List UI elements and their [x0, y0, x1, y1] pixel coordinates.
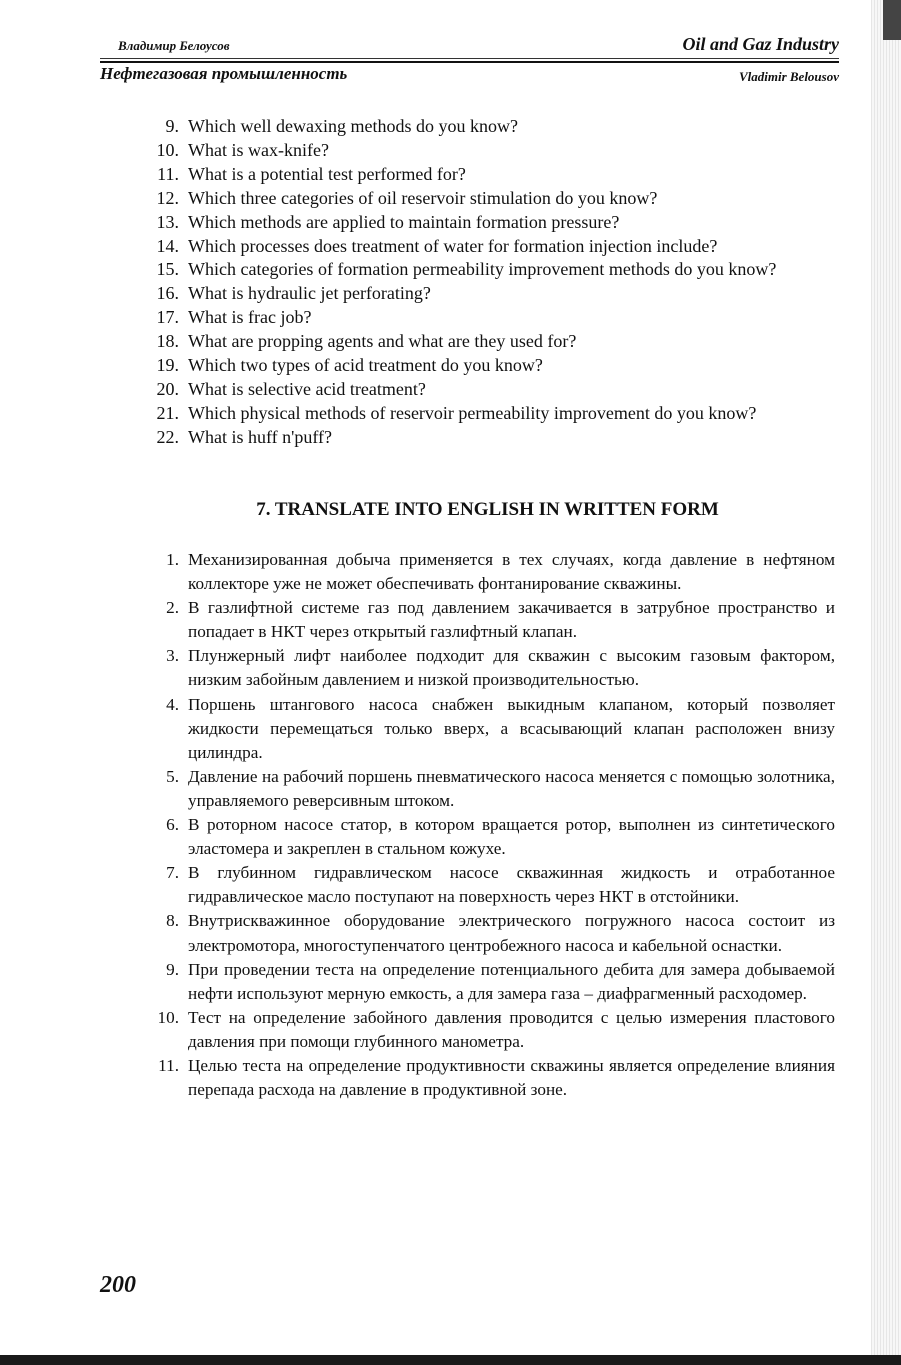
header-title-ru: Нефтегазовая промышленность	[100, 64, 348, 83]
sentence-item-number	[140, 693, 188, 765]
sentence-item-number	[140, 861, 188, 909]
sentence-item-number	[140, 596, 188, 644]
question-item-number-text: 18.	[156, 331, 179, 352]
page-edge-shadow	[871, 0, 901, 1365]
sentence-item-number-text: 5.	[166, 766, 179, 786]
question-item-number	[140, 330, 188, 354]
question-item-number	[140, 354, 188, 378]
question-item-number	[140, 378, 188, 402]
sentence-item-number-text: 9.	[166, 959, 179, 979]
question-item-number-text: 13.	[156, 211, 179, 232]
page-number: 200	[100, 1272, 136, 1298]
sentence-item	[140, 693, 835, 765]
question-item	[140, 163, 835, 187]
question-item-number-text: 21.	[156, 402, 179, 423]
question-item-number	[140, 163, 188, 187]
sentence-item-text: Целью теста на определение продуктивности скважины является определение влияния перепада расхода на давление в продуктивной зоне.	[188, 1055, 835, 1100]
question-list	[140, 115, 835, 450]
question-item-number-text: 10.	[156, 139, 179, 160]
question-item-number	[140, 282, 188, 306]
question-item-number	[140, 402, 188, 426]
question-item	[140, 139, 835, 163]
question-item-number-text: 22.	[156, 426, 179, 447]
sentence-item	[140, 765, 835, 813]
header-author-ru: Владимир Белоусов	[118, 38, 230, 53]
sentence-item-text: В роторном насосе статор, в котором вращается ротор, выполнен из синтетического эластомера и закреплен в стальном кожухе.	[188, 815, 835, 859]
question-item-text: What are propping agents and what are they used for?	[188, 331, 577, 352]
sentence-item	[140, 644, 835, 692]
sentence-item-number	[140, 1054, 188, 1102]
question-item	[140, 306, 835, 330]
question-item-text: What is hydraulic jet perforating?	[188, 283, 431, 304]
sentence-item	[140, 548, 835, 596]
question-item-text: Which well dewaxing methods do you know?	[188, 116, 518, 136]
question-item-number-text: 9.	[165, 116, 179, 136]
sentence-item	[140, 596, 835, 644]
question-item	[140, 187, 835, 211]
sentence-item-text: Поршень штангового насоса снабжен выкидным клапаном, который позволяет жидкости перемещаться только вверх, а всасывающий клапан расположен внизу цилиндра.	[188, 694, 835, 762]
question-item-text: What is a potential test performed for?	[188, 163, 466, 184]
sentence-item-text: Тест на определение забойного давления проводится с целью измерения пластового давления при помощи глубинного манометра.	[188, 1007, 835, 1051]
question-item-number-text: 19.	[156, 355, 179, 376]
question-item-number-text: 15.	[156, 259, 179, 280]
sentence-item-text: Механизированная добыча применяется в тех случаях, когда давление в нефтяном коллекторе уже не может обеспечивать фонтанирование скважины.	[188, 550, 835, 594]
question-item-text: Which physical methods of reservoir permeability improvement do you know?	[188, 402, 757, 423]
question-item-text: Which processes does treatment of water for formation injection include?	[188, 235, 718, 256]
question-item	[140, 235, 835, 259]
sentence-item	[140, 861, 835, 909]
question-item-number	[140, 258, 188, 282]
sentence-item-text: В глубинном гидравлическом насосе скважинная жидкость и отработанное гидравлическое масло поступают на поверхность через НКТ в отстойники.	[188, 863, 835, 907]
sentence-item-number-text: 11.	[158, 1055, 179, 1075]
question-item-number-text: 11.	[157, 163, 179, 184]
sentence-item-text: Плунжерный лифт наиболее подходит для скважин с высоким газовым фактором, низким забойным давлением и низкой производительностью.	[188, 646, 835, 690]
question-item	[140, 330, 835, 354]
question-item-number-text: 20.	[156, 378, 179, 399]
question-item-text: Which methods are applied to maintain formation pressure?	[188, 211, 620, 232]
sentence-item	[140, 958, 835, 1006]
question-item	[140, 354, 835, 378]
sentence-item-number	[140, 765, 188, 813]
question-item-text: What is huff n'puff?	[188, 426, 333, 447]
sentence-item	[140, 813, 835, 861]
translation-list	[140, 548, 835, 1102]
question-item	[140, 426, 835, 450]
question-item	[140, 211, 835, 235]
question-item-number	[140, 115, 188, 139]
question-item-number	[140, 426, 188, 450]
question-item-number	[140, 211, 188, 235]
question-item-number	[140, 139, 188, 163]
question-item-text: What is selective acid treatment?	[188, 378, 426, 399]
sentence-item-number	[140, 958, 188, 1006]
question-item-number-text: 14.	[156, 235, 179, 256]
question-item-number	[140, 235, 188, 259]
question-item	[140, 378, 835, 402]
sentence-item-number	[140, 1006, 188, 1054]
sentence-item	[140, 909, 835, 957]
question-item-number	[140, 306, 188, 330]
sentence-item-number-text: 10.	[157, 1007, 179, 1027]
question-item-text: What is wax-knife?	[188, 139, 329, 160]
question-item-number-text: 16.	[156, 283, 179, 304]
question-item	[140, 115, 835, 139]
question-item	[140, 282, 835, 306]
question-item-text: What is frac job?	[188, 307, 312, 328]
header-rule-thick	[100, 61, 839, 63]
question-item-text: Which three categories of oil reservoir stimulation do you know?	[188, 187, 658, 208]
sentence-item-text: В газлифтной системе газ под давлением закачивается в затрубное пространство и попадает в НКТ через открытый газлифтный клапан.	[188, 598, 835, 642]
question-item	[140, 402, 835, 426]
sentence-item-number-text: 4.	[166, 694, 179, 714]
question-item-number	[140, 187, 188, 211]
sentence-item-number	[140, 813, 188, 861]
sentence-item-number-text: 7.	[166, 863, 179, 883]
question-item-text: Which categories of formation permeability improvement methods do you know?	[188, 259, 777, 280]
sentence-item-number	[140, 644, 188, 692]
question-item-number-text: 17.	[156, 307, 179, 328]
sentence-item-text: Давление на рабочий поршень пневматического насоса меняется с помощью золотника, управляемого реверсивным штоком.	[188, 766, 835, 810]
sentence-item-number-text: 1.	[166, 550, 179, 569]
page-bottom-edge	[0, 1355, 901, 1365]
header-rule-thin	[100, 58, 839, 59]
question-item-text: Which two types of acid treatment do you know?	[188, 355, 543, 376]
sentence-item-text: Внутрискважинное оборудование электрического погружного насоса состоит из электромотора, многоступенчатого центробежного насоса и кабельной оснастки.	[188, 911, 835, 955]
header-author-en: Vladimir Belousov	[738, 69, 839, 84]
question-item-number-text: 12.	[156, 187, 179, 208]
sentence-item	[140, 1054, 835, 1102]
sentence-item-number-text: 2.	[166, 598, 179, 618]
sentence-item-number	[140, 548, 188, 596]
sentence-item-number-text: 3.	[166, 646, 179, 666]
sentence-item-number-text: 6.	[166, 815, 179, 835]
sentence-item-number-text: 8.	[166, 911, 179, 931]
header-title-en: Oil and Gaz Industry	[682, 34, 839, 54]
sentence-item	[140, 1006, 835, 1054]
question-item	[140, 258, 835, 282]
section-title: 7. TRANSLATE INTO ENGLISH IN WRITTEN FORM	[256, 499, 719, 520]
sentence-item-number	[140, 909, 188, 957]
sentence-item-text: При проведении теста на определение потенциального дебита для замера добываемой нефти используют мерную емкость, а для замера газа – диафрагменный расходомер.	[188, 959, 835, 1003]
